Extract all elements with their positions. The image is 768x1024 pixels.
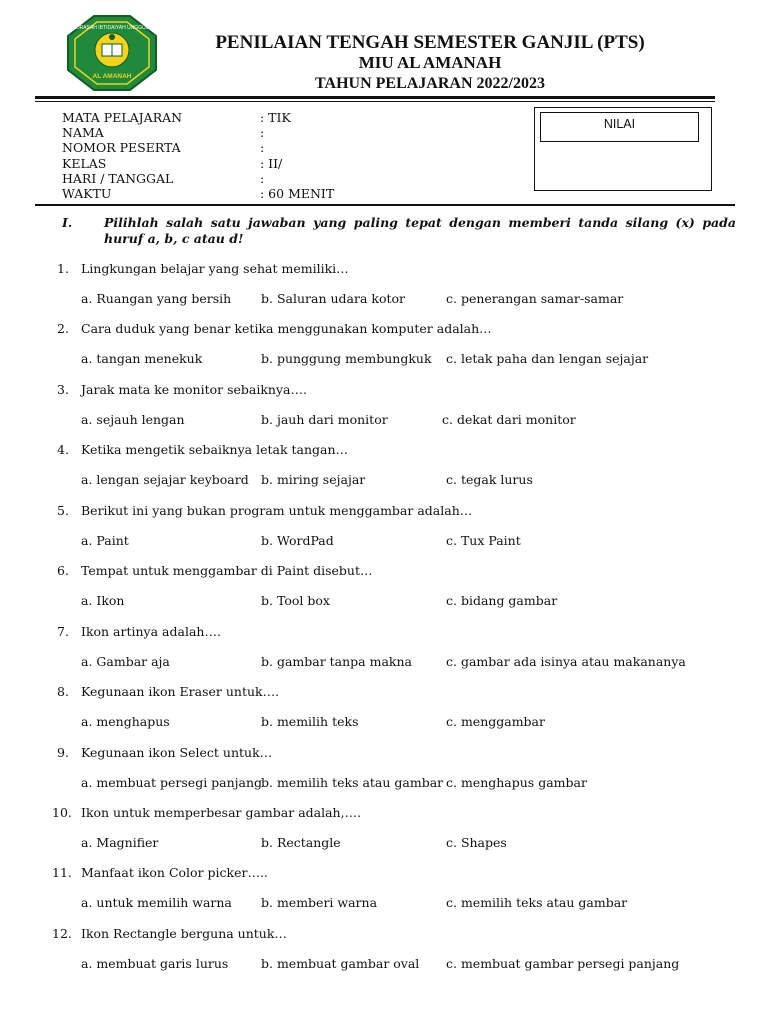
option-a: a. lengan sejajar keyboard xyxy=(81,472,249,487)
option-c: c. penerangan samar-samar xyxy=(446,291,624,306)
identity-value: : TIK xyxy=(260,110,291,125)
option-c: c. Shapes xyxy=(446,835,507,850)
identity-block xyxy=(62,110,362,201)
option-c: c. membuat gambar persegi panjang xyxy=(446,956,680,971)
identity-value: : xyxy=(260,170,265,186)
question-text: Tempat untuk menggambar di Paint disebut… xyxy=(81,563,373,578)
question-text: Kegunaan ikon Select untuk… xyxy=(81,745,273,760)
option-a: a. membuat persegi panjang xyxy=(81,775,263,790)
question-number: 9. xyxy=(57,745,69,760)
option-c: c. memilih teks atau gambar xyxy=(446,895,628,910)
question-number: 2. xyxy=(57,321,69,336)
academic-year: TAHUN PELAJARAN 2022/2023 xyxy=(315,75,545,92)
question-number: 7. xyxy=(57,624,69,639)
instruction-text: Pilihlah salah satu jawaban yang paling tepat dengan memberi tanda silang (x) pada huruf a, b, c atau d! xyxy=(104,215,736,246)
question-number: 10. xyxy=(52,805,72,820)
question-item xyxy=(0,503,768,563)
identity-label: WAKTU xyxy=(62,185,112,201)
question-number: 1. xyxy=(57,261,69,276)
question-text: Manfaat ikon Color picker….. xyxy=(81,865,268,880)
option-c: c. menghapus gambar xyxy=(446,775,587,790)
identity-label: NOMOR PESERTA xyxy=(62,140,181,156)
option-b: b. gambar tanpa makna xyxy=(261,654,412,669)
question-text: Berikut ini yang bukan program untuk menggambar adalah… xyxy=(81,503,473,518)
option-c: c. letak paha dan lengan sejajar xyxy=(446,351,649,366)
option-b: b. jauh dari monitor xyxy=(261,412,388,427)
question-item xyxy=(0,261,768,321)
question-item xyxy=(0,442,768,502)
question-text: Ikon Rectangle berguna untuk… xyxy=(81,926,287,941)
question-number: 5. xyxy=(57,503,69,518)
identity-label: NAMA xyxy=(62,125,104,141)
option-a: a. Paint xyxy=(81,533,129,548)
option-a: a. tangan menekuk xyxy=(81,351,203,366)
option-c: c. gambar ada isinya atau makananya xyxy=(446,654,686,669)
option-b: b. membuat gambar oval xyxy=(261,956,420,971)
question-item xyxy=(0,865,768,925)
option-c: c. dekat dari monitor xyxy=(442,412,576,427)
question-text: Ikon untuk memperbesar gambar adalah,…. xyxy=(81,805,362,820)
option-c: c. tegak lurus xyxy=(446,472,533,487)
school-name: MIU AL AMANAH xyxy=(358,53,502,72)
identity-row-time xyxy=(62,186,362,201)
question-text: Lingkungan belajar yang sehat memiliki… xyxy=(81,261,349,276)
identity-row-class xyxy=(62,156,362,171)
logo-top-text: MADRASAH IBTIDAIYAH UNGGULAN xyxy=(68,25,156,31)
question-text: Ketika mengetik sebaiknya letak tangan… xyxy=(81,442,349,457)
option-a: a. Gambar aja xyxy=(81,654,170,669)
question-item xyxy=(0,563,768,623)
identity-value: : xyxy=(260,125,265,141)
identity-row-date xyxy=(62,171,362,186)
option-b: b. WordPad xyxy=(261,533,334,548)
option-a: a. Ruangan yang bersih xyxy=(81,291,232,306)
question-text: Cara duduk yang benar ketika menggunakan komputer adalah… xyxy=(81,321,492,336)
exam-title: PENILAIAN TENGAH SEMESTER GANJIL (PTS) xyxy=(215,32,645,53)
option-b: b. memilih teks xyxy=(261,714,359,729)
option-b: b. Saluran udara kotor xyxy=(261,291,405,306)
option-a: a. Ikon xyxy=(81,593,125,608)
question-item xyxy=(0,805,768,865)
question-number: 12. xyxy=(52,926,72,941)
identity-row-participant-number xyxy=(62,140,362,155)
score-label: NILAI xyxy=(540,112,699,142)
identity-value: : xyxy=(260,140,265,156)
option-b: b. miring sejajar xyxy=(261,472,366,487)
question-number: 11. xyxy=(52,865,72,880)
section-rule xyxy=(35,204,735,206)
option-b: b. Rectangle xyxy=(261,835,341,850)
option-c: c. bidang gambar xyxy=(446,593,558,608)
identity-label: HARI / TANGGAL xyxy=(62,170,174,186)
option-b: b. Tool box xyxy=(261,593,330,608)
question-number: 6. xyxy=(57,563,69,578)
question-item xyxy=(0,926,768,986)
question-number: 8. xyxy=(57,684,69,699)
option-a: a. untuk memilih warna xyxy=(81,895,232,910)
identity-label: KELAS xyxy=(62,155,107,171)
question-item xyxy=(0,321,768,381)
identity-label: MATA PELAJARAN xyxy=(62,110,183,125)
option-a: a. Magnifier xyxy=(81,835,159,850)
option-b: b. memberi warna xyxy=(261,895,378,910)
instruction-number: I. xyxy=(62,215,73,230)
option-a: a. membuat garis lurus xyxy=(81,956,229,971)
option-b: b. punggung membungkuk xyxy=(261,351,432,366)
question-number: 3. xyxy=(57,382,69,397)
option-c: c. Tux Paint xyxy=(446,533,521,548)
option-a: a. menghapus xyxy=(81,714,170,729)
question-number: 4. xyxy=(57,442,69,457)
question-text: Jarak mata ke monitor sebaiknya…. xyxy=(81,382,307,397)
identity-value: : 60 MENIT xyxy=(260,185,335,201)
option-a: a. sejauh lengan xyxy=(81,412,185,427)
question-text: Ikon artinya adalah…. xyxy=(81,624,221,639)
header-rule-thick xyxy=(35,96,715,99)
logo-bottom-text: AL AMANAH xyxy=(92,73,132,80)
header-rule-thin xyxy=(35,101,715,102)
question-item xyxy=(0,624,768,684)
question-text: Kegunaan ikon Eraser untuk…. xyxy=(81,684,280,699)
question-item xyxy=(0,745,768,805)
question-item xyxy=(0,382,768,442)
option-b: b. memilih teks atau gambar xyxy=(261,775,444,790)
identity-row-name xyxy=(62,125,362,140)
question-item xyxy=(0,684,768,744)
identity-row-subject xyxy=(62,110,362,125)
score-box xyxy=(534,107,712,191)
option-c: c. menggambar xyxy=(446,714,545,729)
identity-value: : II/ xyxy=(260,155,283,171)
